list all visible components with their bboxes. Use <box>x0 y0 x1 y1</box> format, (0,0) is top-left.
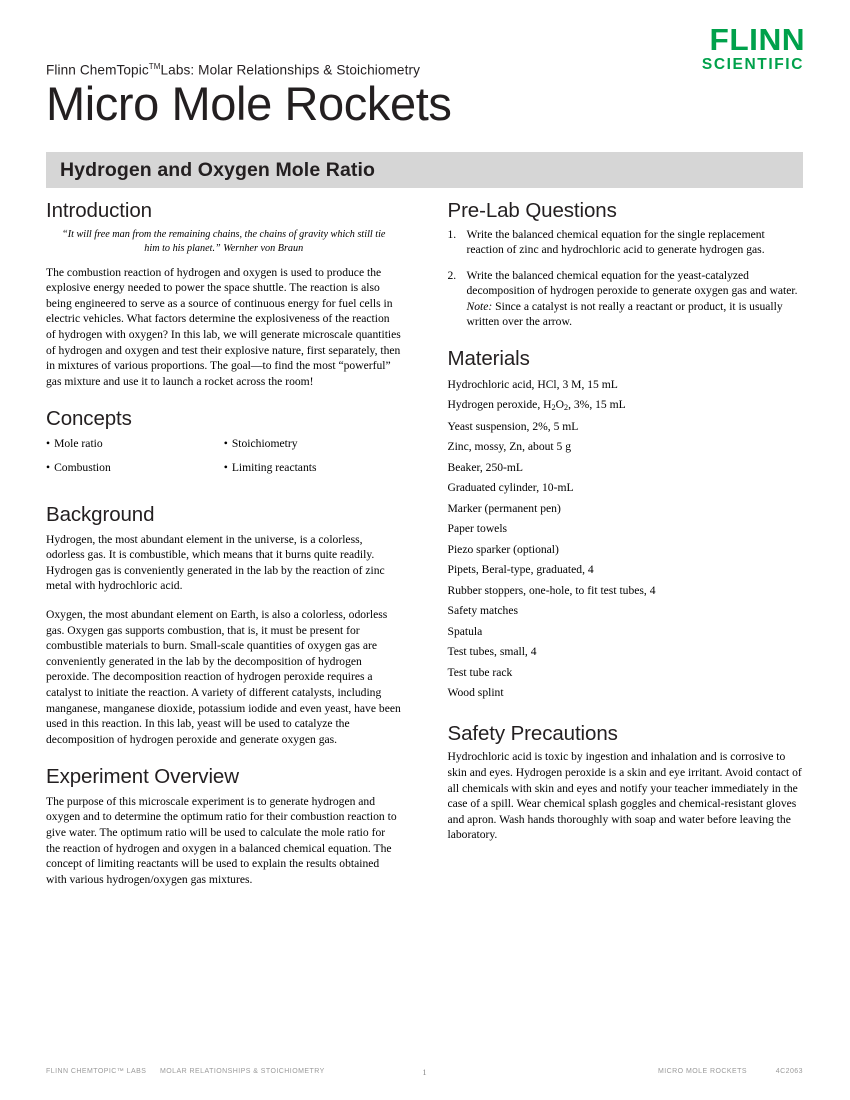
list-item <box>448 642 804 663</box>
list-item <box>448 622 804 643</box>
list-item <box>448 437 804 458</box>
list-number: 2. <box>447 269 457 283</box>
logo-brand-text: FLINN <box>709 22 806 57</box>
list-item <box>448 683 804 704</box>
background-paragraph-2: Oxygen, the most abundant element on Earth, is also a colorless, odorless gas. Oxygen gas supports combustion, that is, it must be present for combustible materials to burn. Small-scale quantities of oxygen gas are conveniently generated in the lab by the decomposition of hydrogen peroxide. The decomposition reaction of hydrogen peroxide requires a catalyst to initiate the reaction. A variety of different catalysts, including manganese, manganese dioxide, potassium iodide and even yeast, have been used in this reaction. In this lab, yeast will be used to catalyze the decomposition of hydrogen peroxide and generate oxygen gas. <box>46 607 401 746</box>
list-item <box>224 436 402 452</box>
material-label: Safety matches <box>447 604 519 618</box>
safety-heading: Safety Precautions <box>447 721 618 745</box>
note-label: Note: <box>466 299 493 313</box>
left-column <box>46 200 402 887</box>
flinn-scientific-logo <box>702 24 804 73</box>
list-item <box>448 581 804 602</box>
material-label: Yeast suspension, 2%, 5 mL <box>447 419 579 433</box>
list-item <box>448 519 804 540</box>
material-label: Test tubes, small, 4 <box>447 645 537 659</box>
list-item <box>448 417 804 438</box>
material-label: Marker (permanent pen) <box>447 501 561 515</box>
page-number: 1 <box>422 1067 427 1077</box>
material-label: Beaker, 250-mL <box>447 460 524 474</box>
material-label-end: , 3%, 15 mL <box>568 398 626 412</box>
concept-label: Limiting reactants <box>231 461 317 475</box>
page-title: Micro Mole Rockets <box>46 76 452 130</box>
list-item <box>224 460 402 476</box>
material-label: Rubber stoppers, one-hole, to fit test tubes, 4 <box>447 583 656 597</box>
background-heading: Background <box>46 503 155 527</box>
list-item <box>448 395 804 417</box>
footer-series-label: FLINN CHEMTOPIC™ LABS <box>46 1068 147 1075</box>
footer-activity-label: MICRO MOLE ROCKETS <box>658 1068 747 1075</box>
material-label: Wood splint <box>447 686 504 700</box>
bullet-icon: • <box>223 436 228 450</box>
bullet-icon: • <box>46 461 51 475</box>
material-label: Zinc, mossy, Zn, about 5 g <box>447 440 572 454</box>
list-item <box>46 460 224 476</box>
formula-subscript: 2 <box>551 403 556 413</box>
document-header <box>46 62 451 128</box>
list-item <box>448 227 804 258</box>
concepts-heading: Concepts <box>46 407 132 431</box>
prelab-questions-list <box>448 227 804 330</box>
background-paragraph-1: Hydrogen, the most abundant element in the universe, is a colorless, odorless gas. It is combustible, which means that it burns quite readily. Hydrogen gas is conveniently generated in the lab by the reaction of zinc metal with hydrochloric acid. <box>46 532 385 593</box>
introduction-paragraph: The combustion reaction of hydrogen and oxygen is used to produce the explosive energy needed to power the space shuttle. The reaction is also being engineered to serve as a source of continuous energy for fuel cells in electric vehicles. What factors determine the explosiveness of the reaction of hydrogen with oxygen? In this lab, we will generate microscale quantities of hydrogen and oxygen and test their explosive nature, first separately, then in mixtures of various proportions. The goal—to find the most “powerful” gas mixture and use it to launch a rocket across the room! <box>46 265 401 388</box>
list-item <box>46 436 224 452</box>
introduction-heading: Introduction <box>46 199 152 222</box>
introduction-quote: “It will free man from the remaining chains, the chains of gravity which still tie him to his planet.” Wernher von Braun <box>62 228 386 254</box>
series-kicker <box>46 62 451 78</box>
material-label: Pipets, Beral-type, graduated, 4 <box>447 563 594 577</box>
footer-topic-label: MOLAR RELATIONSHIPS & STOICHIOMETRY <box>160 1068 325 1075</box>
concepts-column-two <box>224 436 402 485</box>
note-text: Since a catalyst is not really a reactant or product, it is usually written over the arrow. <box>466 299 783 329</box>
page-footer <box>46 1068 803 1082</box>
prelab-heading: Pre-Lab Questions <box>447 199 617 222</box>
safety-paragraph: Hydrochloric acid is toxic by ingestion and inhalation and is corrosive to skin and eyes. Hydrogen peroxide is a skin and eye irritant. Avoid contact of all chemicals with skin and eyes and notify your teacher immediately in the case of a spill. Wear chemical splash goggles and chemical-resistant gloves and apron. Wash hands thoroughly with soap and water before leaving the laboratory. <box>447 750 802 842</box>
bullet-icon: • <box>46 436 51 450</box>
right-column <box>448 200 804 887</box>
list-item <box>448 601 804 622</box>
list-item <box>448 478 804 499</box>
list-item <box>448 560 804 581</box>
concept-label: Combustion <box>54 461 111 475</box>
list-item <box>448 540 804 561</box>
material-label: Test tube rack <box>447 665 513 679</box>
body-columns <box>46 200 803 887</box>
formula-subscript: 2 <box>563 403 569 413</box>
concepts-list <box>46 436 402 485</box>
bullet-icon: • <box>223 461 228 475</box>
prelab-question-text: Write the balanced chemical equation for the single replacement reaction of zinc and hydrochloric acid to generate hydrogen gas. <box>466 227 765 256</box>
kicker-post-text: Labs: Molar Relationships & Stoichiometry <box>160 62 420 78</box>
list-item <box>448 375 804 396</box>
list-item <box>448 499 804 520</box>
logo-tagline-text: SCIENTIFIC <box>701 56 804 73</box>
concepts-column-one <box>46 436 224 485</box>
experiment-overview-paragraph: The purpose of this microscale experiment is to generate hydrogen and oxygen and to determine the optimum ratio for their combustion reaction to give water. The optimum ratio will be used to calculate the mole ratio for the reaction of hydrogen and oxygen in a balanced chemical equation. The concept of limiting reactants will be used to explain the results obtained with various hydrogen/oxygen gas mixtures. <box>46 794 397 886</box>
banner-subtitle-text: Hydrogen and Oxygen Mole Ratio <box>60 159 376 181</box>
trademark-mark: TM <box>148 62 161 71</box>
materials-list <box>448 375 804 704</box>
list-item <box>448 268 804 329</box>
subtitle-banner <box>46 152 803 188</box>
experiment-overview-heading: Experiment Overview <box>46 765 239 789</box>
footer-catalog-code: 4C2063 <box>775 1068 803 1075</box>
list-item <box>448 458 804 479</box>
material-label: Piezo sparker (optional) <box>447 542 559 556</box>
materials-heading: Materials <box>447 347 530 371</box>
list-number: 1. <box>447 227 457 241</box>
material-label: Hydrogen peroxide, H <box>447 398 552 412</box>
list-item <box>448 663 804 684</box>
kicker-pre-text: Flinn ChemTopic <box>46 62 149 78</box>
material-label: Paper towels <box>447 522 508 536</box>
concept-label: Mole ratio <box>54 436 103 450</box>
material-label: Graduated cylinder, 10-mL <box>447 481 574 495</box>
material-label: Spatula <box>447 624 483 638</box>
material-label: Hydrochloric acid, HCl, 3 M, 15 mL <box>447 377 618 391</box>
prelab-question-text: Write the balanced chemical equation for the yeast-catalyzed decomposition of hydrogen peroxide to generate oxygen gas and water. <box>466 269 798 298</box>
concept-label: Stoichiometry <box>231 436 298 450</box>
material-label-mid: O <box>555 398 564 412</box>
